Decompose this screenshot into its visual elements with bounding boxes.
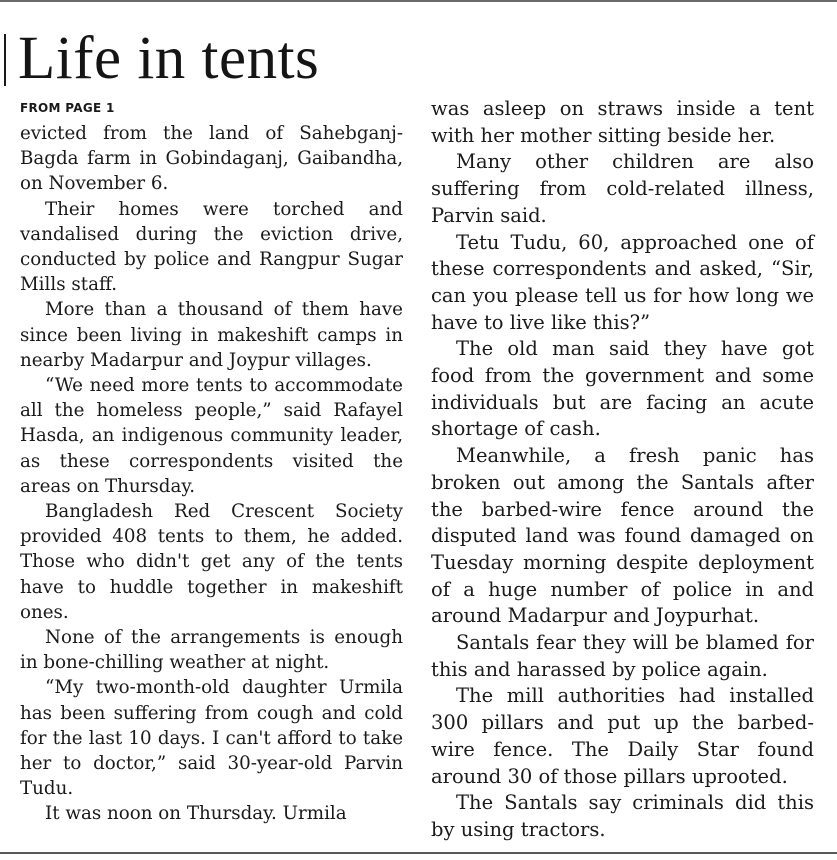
paragraph: Meanwhile, a fresh panic has broken out among the Santals after the barbed-wire fence around the disputed land was found damaged on Tuesday morning despite deployment of a huge number of police in and around Madarpur and Joypurhat. xyxy=(431,444,814,628)
top-rule xyxy=(0,0,837,2)
bottom-rule xyxy=(0,852,837,854)
headline: Life in tents xyxy=(18,25,320,92)
paragraph: Many other children are also suffering from cold-related illness, Parvin said. xyxy=(431,150,814,227)
right-column xyxy=(431,96,814,844)
headline-side-rule xyxy=(4,34,6,86)
paragraph: Tetu Tudu, 60, approached one of these correspondents and asked, “Sir, can you please tell us for how long we have to live like this?” xyxy=(431,230,814,334)
paragraph: was asleep on straws inside a tent with her mother sitting beside her. xyxy=(431,97,814,147)
paragraph: Bangladesh Red Crescent Society provided 408 tents to them, he added. Those who didn't get any of the tents have to huddle together in makeshift ones. xyxy=(20,501,403,623)
paragraph: Their homes were torched and vandalised during the eviction drive, conducted by police and Rangpur Sugar Mills staff. xyxy=(20,198,403,296)
paragraph: Santals fear they will be blamed for this and harassed by police again. xyxy=(431,631,814,681)
paragraph: More than a thousand of them have since been living in makeshift camps in nearby Madarpur and Joypur villages. xyxy=(20,299,403,371)
paragraph: The mill authorities had installed 300 pillars and put up the barbed-wire fence. The Daily Star found around 30 of those pillars uprooted. xyxy=(431,684,814,788)
paragraph: evicted from the land of Sahebganj-Bagda farm in Gobindaganj, Gaibandha, on November 6. xyxy=(20,123,403,195)
paragraph: “My two-month-old daughter Urmila has been suffering from cough and cold for the last 10 days. I can't afford to take her to doctor,” said 30-year-old Parvin Tudu. xyxy=(20,677,403,800)
paragraph: The Santals say criminals did this by using tractors. xyxy=(431,791,814,841)
paragraph: “We need more tents to accommodate all the homeless people,” said Rafayel Hasda, an indigenous community leader, as these correspondents visited the areas on Thursday. xyxy=(20,375,403,497)
left-column xyxy=(20,96,403,827)
paragraph: The old man said they have got food from the government and some individuals but are facing an acute shortage of cash. xyxy=(431,337,814,441)
kicker: FROM PAGE 1 xyxy=(20,101,115,115)
paragraph: It was noon on Thursday. Urmila xyxy=(45,803,347,825)
paragraph: None of the arrangements is enough in bone-chilling weather at night. xyxy=(20,627,403,674)
